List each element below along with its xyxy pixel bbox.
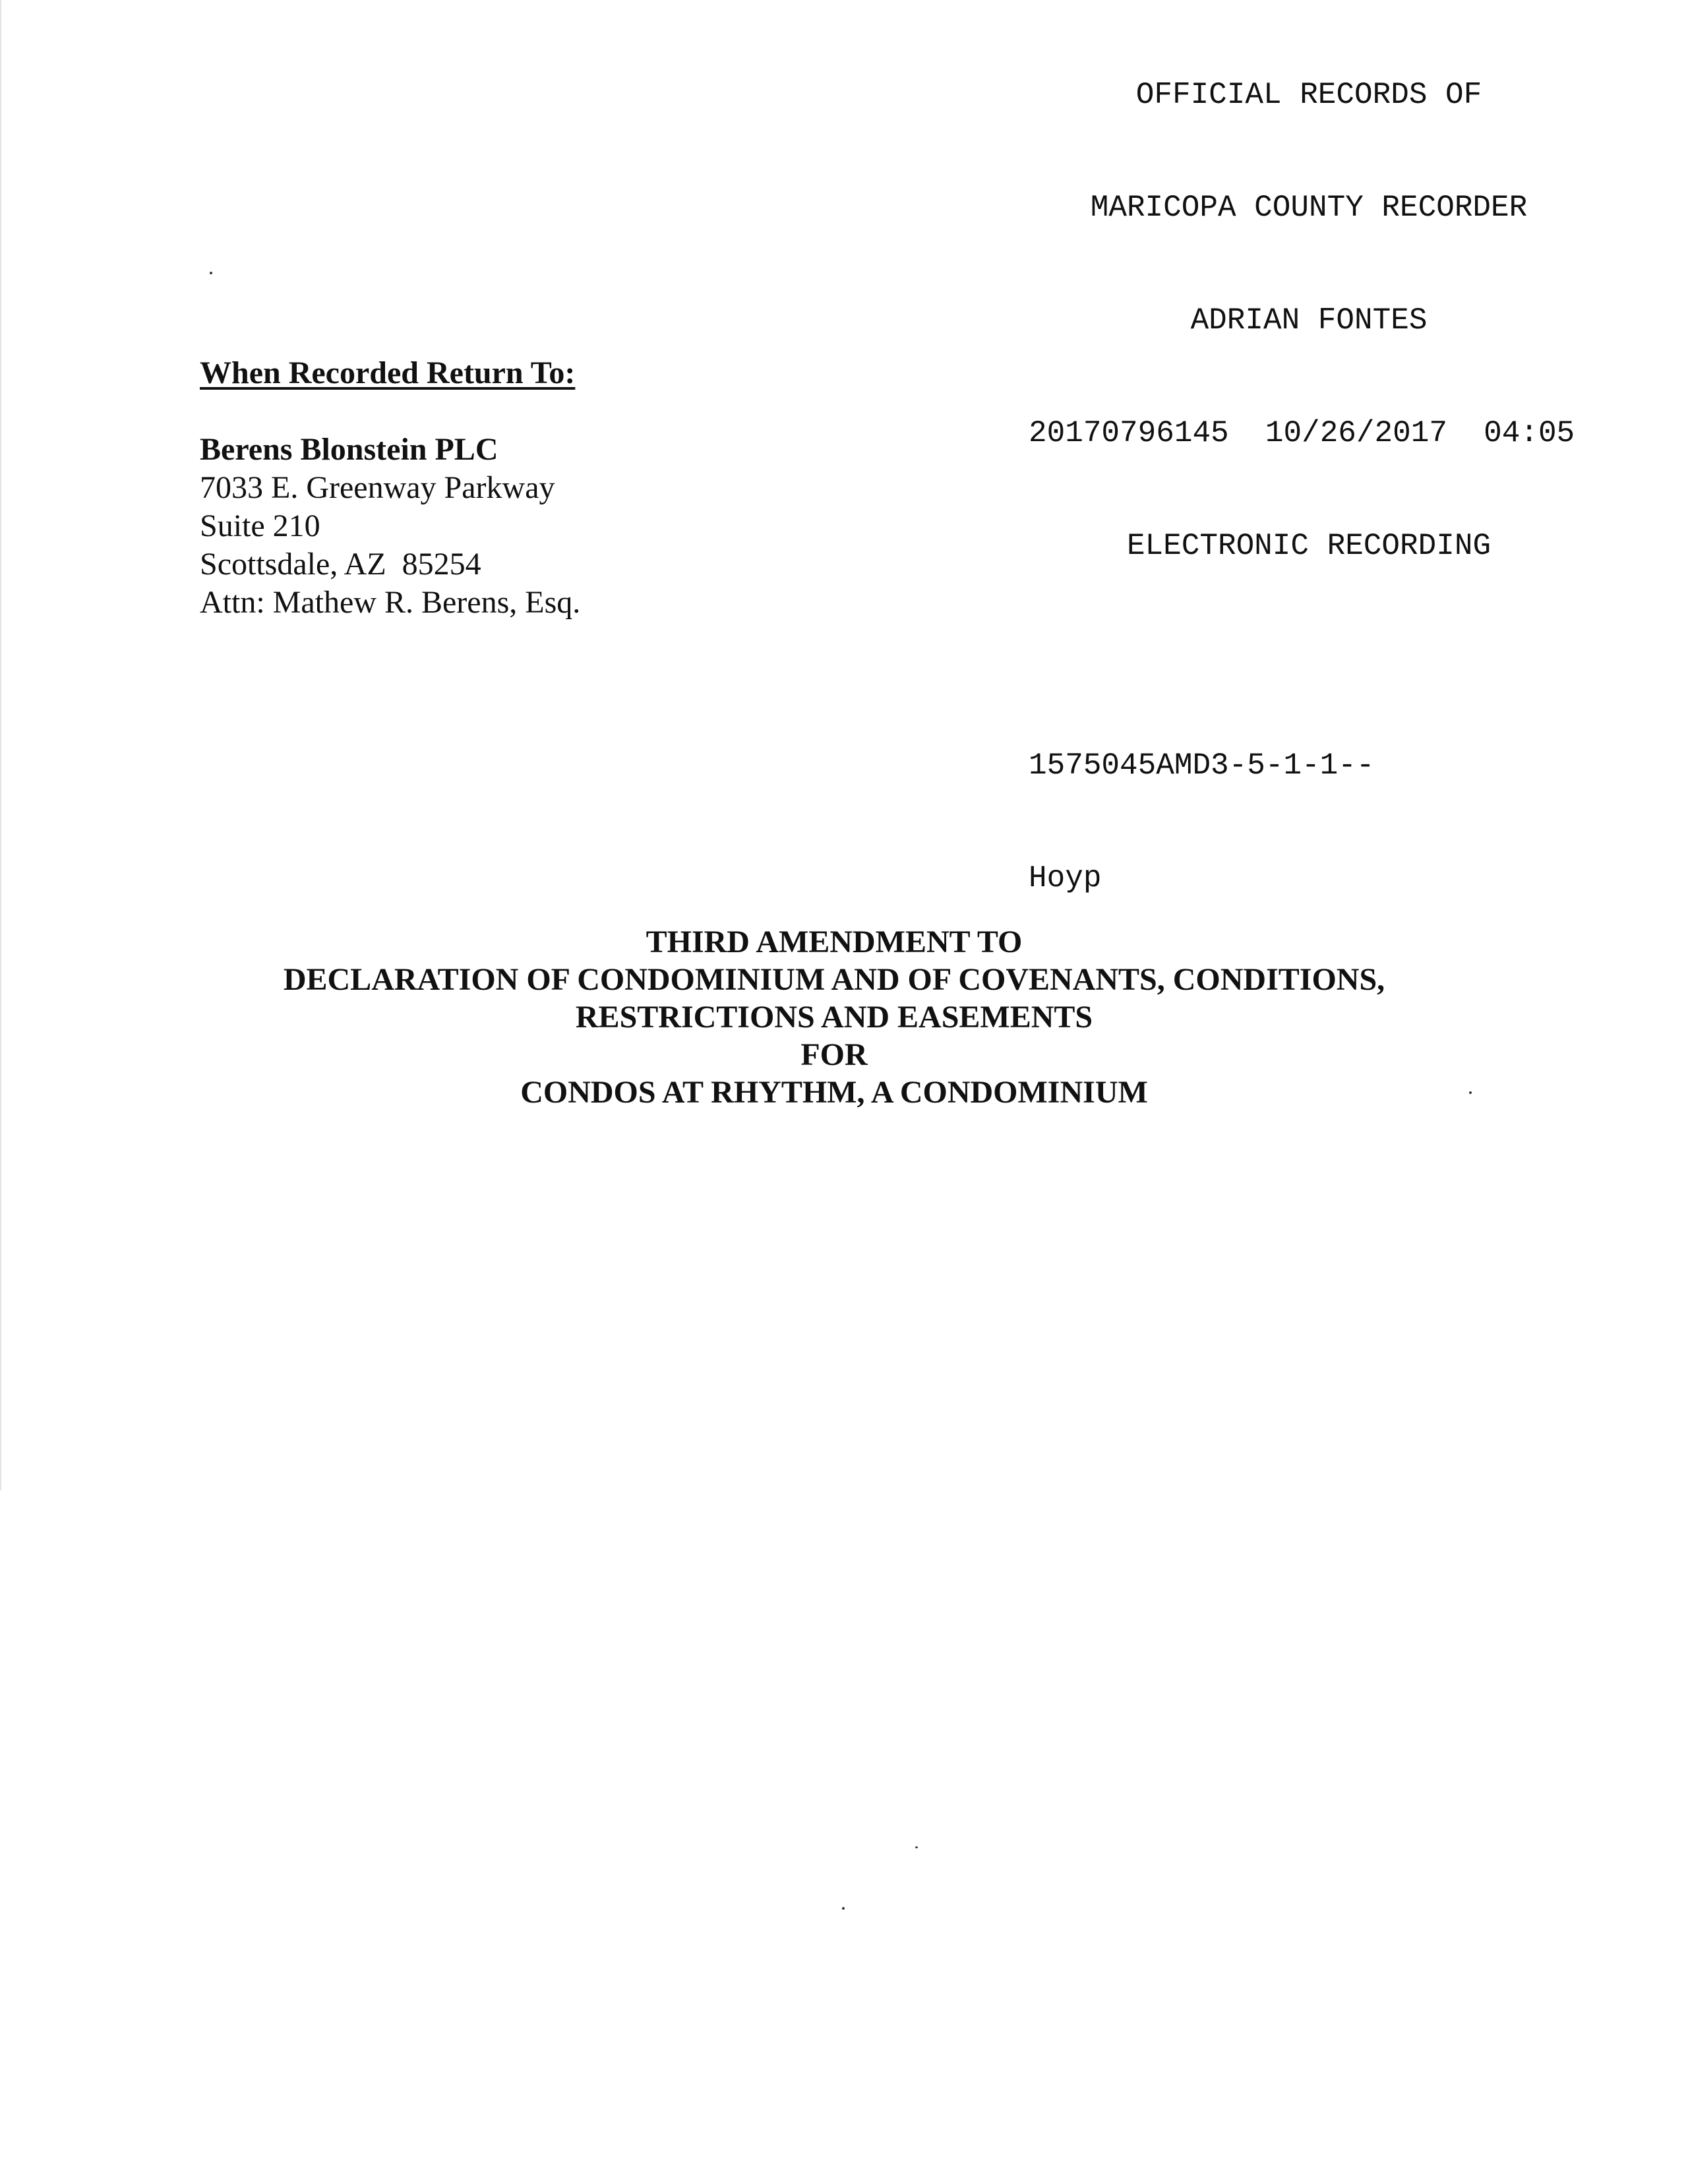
stamp-date: 10/26/2017 (1265, 416, 1447, 450)
stamp-reference-code: 1575045AMD3-5-1-1-- (1029, 748, 1375, 783)
document-title (0, 923, 1668, 1111)
title-line-1: THIRD AMENDMENT TO (646, 925, 1023, 959)
stamp-line-official-records: OFFICIAL RECORDS OF (1135, 78, 1482, 112)
title-line-3: RESTRICTIONS AND EASEMENTS (575, 1000, 1093, 1035)
title-line-2: DECLARATION OF CONDOMINIUM AND OF COVENANTS, CONDITIONS, (283, 962, 1385, 997)
scan-edge-shadow (0, 0, 2, 1490)
stamp-line-recording-type: ELECTRONIC RECORDING (1126, 529, 1492, 563)
scan-speck (210, 272, 212, 274)
title-line-4: FOR (800, 1037, 868, 1072)
firm-name: Berens Blonstein PLC (200, 432, 498, 467)
stamp-time: 04:05 (1484, 416, 1575, 450)
stamp-line-county-recorder: MARICOPA COUNTY RECORDER (1090, 191, 1528, 225)
title-line-5: CONDOS AT RHYTHM, A CONDOMINIUM (520, 1075, 1148, 1110)
address-line-2: Suite 210 (200, 508, 320, 543)
stamp-line-recorder-name: ADRIAN FONTES (1190, 303, 1428, 338)
recorder-stamp (1029, 1, 1662, 973)
address-line-1: 7033 E. Greenway Parkway (200, 470, 555, 505)
scan-speck (842, 1907, 845, 1910)
attention-line: Attn: Mathew R. Berens, Esq. (200, 585, 581, 620)
scan-speck (915, 1846, 918, 1848)
address-city-state-zip: Scottsdale, AZ 85254 (200, 547, 481, 582)
stamp-line-document-info (1029, 415, 1662, 452)
stamp-document-number: 20170796145 (1029, 416, 1229, 450)
scan-speck (1469, 1091, 1472, 1094)
return-address-block (200, 354, 580, 622)
stamp-clerk-code: Hoyp (1029, 861, 1102, 895)
return-heading: When Recorded Return To: (200, 355, 576, 390)
